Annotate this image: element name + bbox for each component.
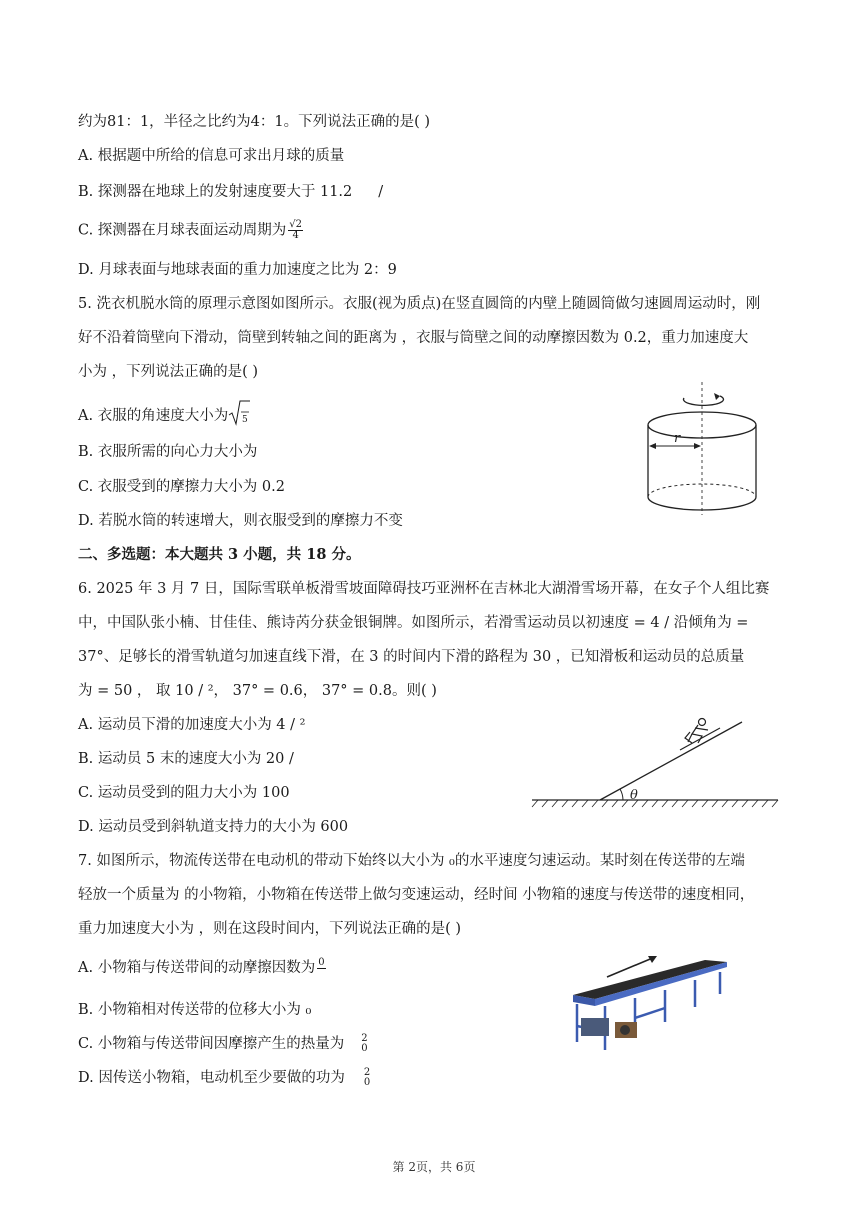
text-line: 约为81：1，半径之比约为4：1。下列说法正确的是( ) (78, 114, 431, 130)
option-a-text: A. 衣服的角速度大小为 (78, 408, 229, 424)
option-c: C. 运动员受到的阻力大小为 100 (78, 785, 290, 801)
option-a: A. 运动员下滑的加速度大小为 4 / ² (78, 717, 306, 733)
option-d: D. 月球表面与地球表面的重力加速度之比为 2：9 (78, 262, 397, 278)
text-line: 重力加速度大小为 ，则在这段时间内，下列说法正确的是( ) (78, 921, 462, 937)
text-line: 好不沿着筒壁向下滑动，筒壁到转轴之间的距离为 ，衣服与筒壁之间的动摩擦因数为 0.2，重力加速度大 (78, 330, 749, 346)
option-b: B. 运动员 5 末的速度大小为 20 / (78, 751, 294, 767)
option-b: B. 衣服所需的向心力大小为 (78, 444, 258, 460)
option-b (78, 182, 798, 202)
unit-slash: / (378, 184, 384, 200)
text-line: 轻放一个质量为 的小物箱，小物箱在传送带上做匀变速运动，经时间 小物箱的速度与传送带的速度相同， (78, 887, 755, 903)
section-heading: 二、多选题：本大题共 3 小题，共 18 分。 (78, 546, 361, 563)
fraction: 0 (318, 957, 325, 968)
slope-figure (530, 710, 780, 810)
question-5: 5. 洗衣机脱水筒的原理示意图如图所示。衣服(视为质点)在竖直圆筒的内壁上随圆筒做匀速圆周运动时，刚 (78, 296, 761, 312)
option-c (78, 220, 798, 241)
option-d: D. 若脱水筒的转速增大，则衣服受到的摩擦力不变 (78, 513, 403, 529)
question-6: 6. 2025 年 3 月 7 日，国际雪联单板滑雪坡面障碍技巧亚洲杯在吉林北大湖滑雪场开幕，在女子个人组比赛 (78, 581, 770, 597)
text-line: 中，中国队张小楠、甘佳佳、熊诗芮分获金银铜牌。如图所示，若滑雪运动员以初速度 = 4 / 沿倾角为 = (78, 615, 749, 631)
text-line: 为 = 50 ， 取 10 / ²， 37° = 0.6， 37° = 0.8。则( ) (78, 683, 437, 699)
text-line: 37°、足够长的滑雪轨道匀加速直线下滑，在 3 的时间内下滑的路程为 30 ，已知滑板和运动员的总质量 (78, 649, 745, 665)
cylinder-figure (640, 380, 770, 520)
option-a: A. 根据题中所给的信息可求出月球的质量 (78, 148, 345, 164)
option-c: C. 衣服受到的摩擦力大小为 0.2 (78, 479, 285, 495)
option-d-text: D. 因传送小物箱，电动机至少要做的功为 (78, 1070, 345, 1086)
conveyor-figure (565, 952, 735, 1062)
option-c-text: C. 探测器在月球表面运动周期为 (78, 222, 287, 239)
option-c-text: C. 小物箱与传送带间因摩擦产生的热量为 (78, 1036, 345, 1052)
radius-label: r (674, 431, 681, 446)
option-b-text: B. 探测器在地球上的发射速度要大于 11.2 (78, 184, 353, 200)
option-b: B. 小物箱相对传送带的位移大小为 ₀ (78, 1002, 312, 1018)
text-line: 小为 ，下列说法正确的是( ) (78, 364, 259, 380)
svg-text:5: 5 (242, 415, 248, 425)
fraction: $\frac{√2}{4}$ (289, 219, 303, 241)
fraction: 2 0 (363, 1067, 371, 1088)
question-7: 7. 如图所示，物流传送带在电动机的带动下始终以大小为 ₀的水平速度匀速运动。某时刻在传送带的左端 (78, 853, 745, 869)
sqrt-symbol (228, 400, 250, 432)
angle-label: θ (630, 788, 638, 803)
option-d (78, 1068, 798, 1088)
option-d: D. 运动员受到斜轨道支持力的大小为 600 (78, 819, 349, 835)
option-a-text: A. 小物箱与传送带间的动摩擦因数为 (78, 960, 316, 976)
page-footer: 第 2页，共 6页 (392, 1160, 476, 1174)
fraction: 2 0 (361, 1033, 368, 1054)
